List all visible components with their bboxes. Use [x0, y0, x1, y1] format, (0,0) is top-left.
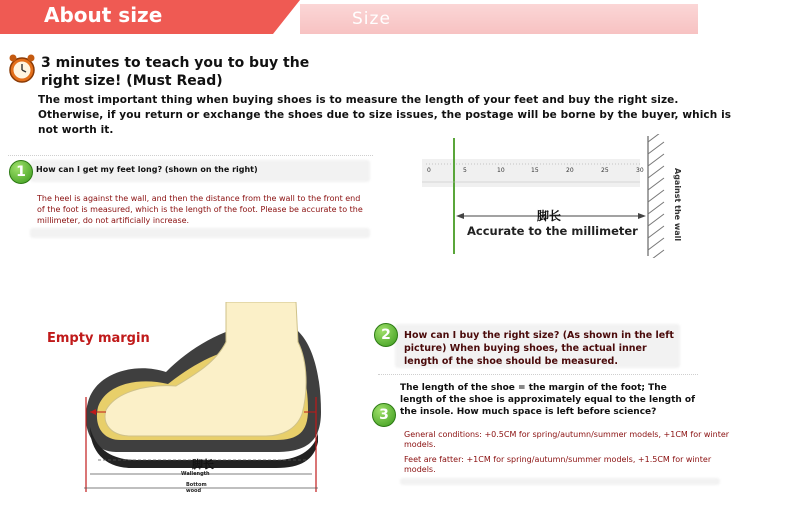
tick-label: 15	[531, 167, 539, 174]
step1-shadow	[30, 228, 370, 238]
step-3-badge: 3	[372, 403, 396, 427]
step1-text: The heel is against the wall, and then the distance from the wall to the front end of the foot is measured, which is the length of the foot. Please be accurate to the millimeter, do not artificially increase.	[37, 194, 363, 225]
bottom-wood-label: Bottom wood	[186, 482, 207, 494]
step2-text: How can I buy the right size? (As shown in the left picture) When buying shoes, the actual inner length of the shoe should be measured.	[404, 330, 674, 367]
headline: 3 minutes to teach you to buy the right size! (Must Read)	[41, 55, 310, 89]
step3-shadow	[400, 478, 720, 485]
divider	[8, 155, 373, 156]
wall-label: Against the wall	[673, 168, 682, 242]
step3-text: The length of the shoe = the margin of the foot; The length of the shoe is approximately equal to the length of the insole. How much space is left before science?	[400, 383, 696, 417]
page-title: About size	[44, 3, 163, 27]
ruler-diagram	[420, 134, 670, 258]
accurate-label: Accurate to the millimeter	[467, 224, 638, 238]
fatter-feet-conditions: Feet are fatter: +1CM for spring/autumn/summer models, +1.5CM for winter models.	[404, 455, 712, 474]
tick-label: 10	[497, 167, 505, 174]
intro-text: The most important thing when buying shoes is to measure the length of your feet and buy the right size. Otherwise, if you return or exchange the shoes due to size issues, the postage will be borne by the buyer, which is not worth it.	[38, 94, 732, 136]
step-2-badge: 2	[374, 323, 398, 347]
tick-label: 0	[427, 167, 431, 174]
step-1-badge: 1	[9, 160, 33, 184]
shoe-length-label: Wallength	[181, 471, 210, 477]
tick-label: 25	[601, 167, 609, 174]
tick-label: 30	[636, 167, 644, 174]
page-subtitle: Size	[352, 9, 391, 29]
foot-length-label-2: 脚长	[192, 458, 214, 471]
step1-question: How can I get my feet long? (shown on the right)	[36, 165, 258, 174]
tick-label: 5	[463, 167, 467, 174]
alarm-clock-icon	[6, 52, 38, 84]
foot-length-label: 脚长	[537, 209, 562, 223]
divider	[378, 374, 698, 375]
tick-label: 20	[566, 167, 574, 174]
general-conditions: General conditions: +0.5CM for spring/autumn/summer models, +1CM for winter models.	[404, 430, 730, 449]
empty-margin-label: Empty margin	[47, 331, 150, 346]
